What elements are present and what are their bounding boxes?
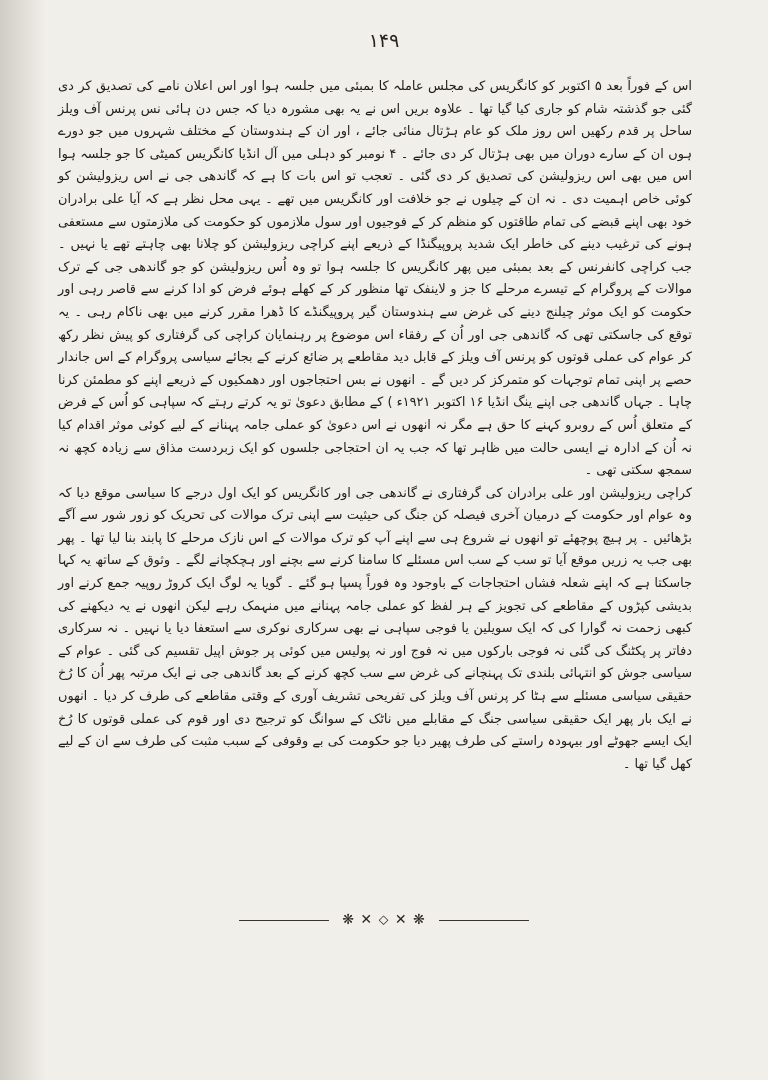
paragraph: اس کے فوراً بعد ۵ اکتوبر کو کانگریس کی مجلس عاملہ کا بمبئی میں جلسہ ہوا اور اس اعلان نامے کی تصدیق کر دی گئی جو گذشتہ شام کو جاری کیا گیا تھا ۔ علاوہ بریں اس نے یہ بھی مشورہ دیا کہ جس دن ہائی نس پرنس آف ویلز ساحل پر قدم رکھیں اس روز ملک کو عام ہڑتال منائی جائے ، اور ان کے ہندوستان کے مختلف شہروں میں جو دورے ہوں ان کے سارے دوران میں بھی ہڑتال کر دی جائے ۔ ۴ نومبر کو دہلی میں آل انڈیا کانگریس کمیٹی کا جو جلسہ ہوا اس میں بھی اس ریزولیشن کی تصدیق کر دی گئی ۔ تعجب تو اس بات کا ہے کہ گاندھی جی نے اس ریزولیشن کو کوئی خاص اہمیت دی ۔ نہ ان کے چیلوں نے جو خلافت اور کانگریس میں تھے ۔ یہی محل نظر ہے کہ آیا علی برادران خود بھی اپنے قبضے کی تمام طاقتوں کو منظم کر کے فوجیوں اور سول ملازموں کو حکومت کی ملازمتوں سے مستعفی ہونے کی ترغیب دینے کی خاطر ایک شدید پروپیگنڈا کے ذریعے اپنے کراچی ریزولیشن کو چلانا بھی چاہتے تھے یا نہیں ۔ جب کراچی کانفرنس کے بعد بمبئی میں پھر کانگریس کا جلسہ ہوا تو وہ اُس ریزولیشن کو جو گاندھی جی کے ترک موالات کے پروگرام کے تیسرے مرحلے کا جز و لاینفک تھا منظور کر کے کھلے ہوئے فرض کو ادا کرنے سے قاصر رہی اور حکومت کو ایک موثر چیلنج دینے کی غرض سے ہندوستان گیر پروپیگنڈے کا ڈھرا مقرر کرنے میں بھی ناکام رہی ۔ یہ توقع کی جاسکتی تھی کہ گاندھی جی اور اُن کے رفقاء اس موضوع پر رہنمایان کراچی کی گرفتاری کو پیش نظر رکھ کر عوام کی عملی قوتوں کو پرنس آف ویلز کے قابل دید مقاطعے پر ضائع کرنے کے بجائے سیاسی پروگرام کے اس جاندار حصے پر اپنی تمام توجہات کو متمرکز کر دیں گے ۔ انھوں نے بس احتجاجوں اور دھمکیوں کے ذریعے اپنے کو مطمئن کرنا چاہا ۔ جہاں گاندھی جی اپنے ینگ انڈیا ۱۶ اکتوبر ۱۹۲۱ء ) کے مطابق دعویٰ تو یہ کرتے رہتے کہ سپاہی کو اُس کے فرض کے متعلق اُس کے روبرو کہنے کا حق ہے مگر نہ انھوں نے اس دعویٰ کو عملی جامہ پہنانے کے لیے کوئی موثر اقدام کیا نہ اُن کے ادارہ نے ایسی حالت میں ظاہر تھا کہ جب یہ ان احتجاجی جلسوں کو ایک زبردست مذاق سے زیادہ کچھ نہ سمجھ سکتی تھی ۔ [58, 79, 692, 479]
ornament-glyphs: ❋ ✕ ⬦ ✕ ❋ [342, 912, 426, 928]
page-number: ۱۴۹ [368, 30, 400, 52]
body-text [58, 76, 692, 776]
ornament-rule-left [239, 920, 329, 921]
section-end-ornament [0, 912, 768, 928]
paragraph: کراچی ریزولیشن اور علی برادران کی گرفتاری نے گاندھی جی اور کانگریس کو ایک اول درجے کا سیاسی موقع دیا کہ وہ عوام اور حکومت کے درمیان آخری فیصلہ کن جنگ کی حیثیت سے اپنی ترک موالات کی تحریک کو زور شور سے آگے بڑھائیں ۔ پر ہیچ پوچھئے تو انھوں نے شروع ہی سے اپنے آپ کو ترک موالات کے اس نازک مرحلے کا پابند بنا لیا تھا ۔ پھر بھی جب یہ زریں موقع آیا تو سب کے سب اس مسئلے کا سامنا کرنے سے بچنے اور ہچکچانے لگے ۔ وثوق کے ساتھ یہ کہا جاسکتا ہے کہ اپنے شعلہ فشاں احتجاجات کے باوجود وہ فوراً پسپا ہو گئے ۔ گویا یہ لوگ ایک کروڑ روپیہ جمع کرنے اور بدیشی کپڑوں کے مقاطعے کی تجویز کے ہر لفظ کو عملی جامہ پہنانے میں منہمک رہے لیکن انھوں نے یہ دیکھنے کی کبھی زحمت نہ گوارا کی کہ ایک سویلین یا فوجی سپاہی نے بھی سرکاری نوکری سے استعفا دیا یا نہیں ۔ نہ سرکاری دفاتر پر پکٹنگ کی گئی نہ فوجی بارکوں میں نہ فوج اور نہ پولیس میں کوئی پر جوش اپیل تقسیم کی گئی ۔ عوام کے سیاسی جوش کو انتہائی بلندی تک پہنچانے کی غرض سے سب کچھ کرنے کے بعد گاندھی جی نے ایک مرتبہ پھر اُن کا رُخ حقیقی سیاسی مسئلے سے ہٹا کر پرنس آف ویلز کی تفریحی تشریف آوری کے وقتی مقاطعے کی طرف کر دیا ۔ انھوں نے ایک بار پھر ایک حقیقی سیاسی جنگ کے مقابلے میں ناٹک کے سوانگ کو ترجیح دی اور قوم کی عملی قوتوں کا رُخ ایک ایسے جھوٹے اور بیہودہ راستے کی طرف پھیر دیا جو حکومت کی بے وقوفی کے سبب مثبت کی طرف سے ان کے لیے کھل گیا تھا ۔ [58, 485, 692, 772]
ornament-rule-right [439, 920, 529, 921]
